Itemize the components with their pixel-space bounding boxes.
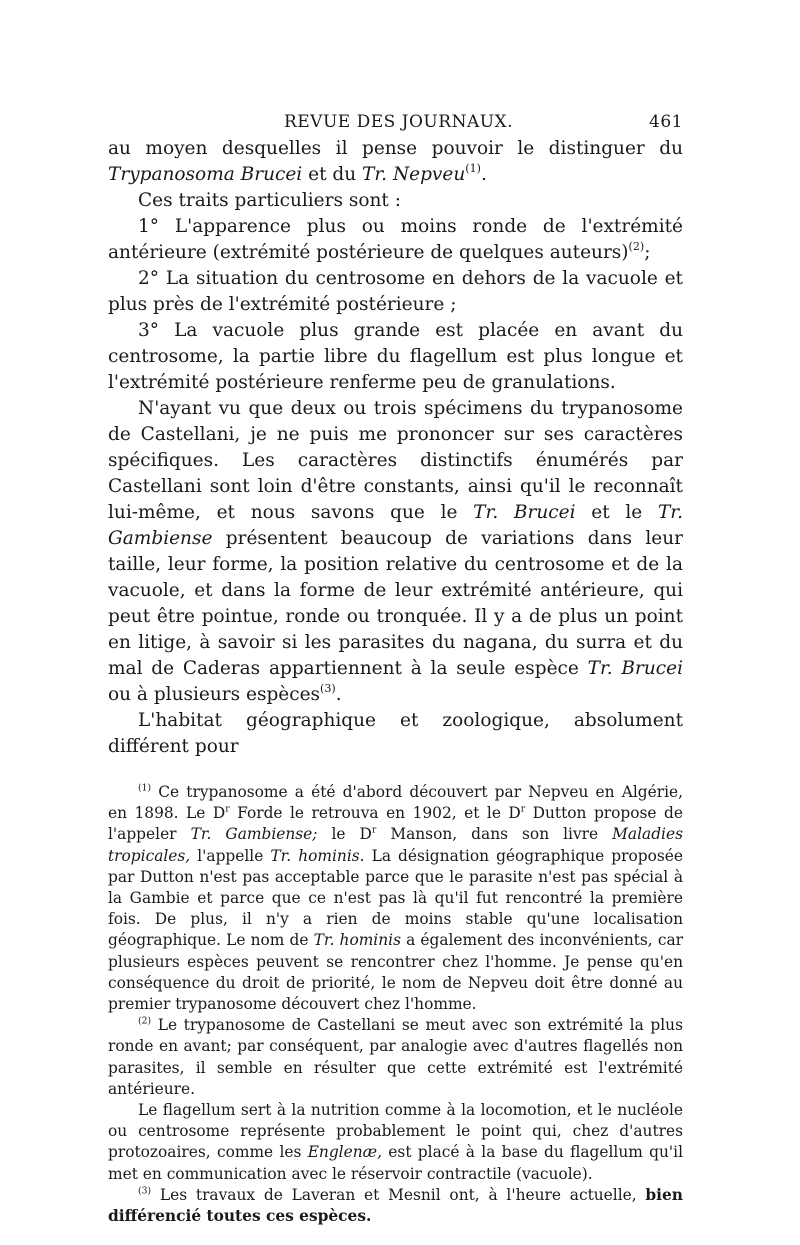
running-title: REVUE DES JOURNAUX. [283, 112, 514, 132]
paragraph-trait-2: 2° La situation du centrosome en dehors de la vacuole et plus près de l'extrémité postérieure ; [108, 268, 683, 315]
running-header [108, 112, 683, 132]
footnote-ref-3: (3) [320, 682, 336, 696]
footnote-mark-2: (2) [138, 1015, 152, 1027]
paragraph-trait-1: 1° L'apparence plus ou moins ronde de l'extrémité antérieure (extrémité postérieure de quelques auteurs)$^{(2)}$; [108, 216, 683, 263]
footnote-mark-1: (1) [138, 782, 152, 794]
footnote-2-continued: Le flagellum sert à la nutrition comme à la locomotion, et le nucléole ou centrosome représente probablement le point qui, chez d'autres protozoaires, comme les Englenæ, est placé à la base du flagellum qu'il met en communication avec le réservoir contractile (vacuole). [108, 1101, 683, 1183]
footnote-2: $^{(2)}$ Le trypanosome de Castellani se meut avec son extrémité la plus ronde en avant; par conséquent, par analogie avec d'autres flagellés non parasites, il semble en résulter que cette extrémité est l'extrémité antérieure. [108, 1015, 683, 1098]
paragraph-castellani: N'ayant vu que deux ou trois spécimens du trypanosome de Castellani, je ne puis me prononcer sur ses caractères spécifiques. Les caractères distinctifs énumérés par Castellani sont loin d'être constants, ainsi qu'il le reconnaît lui-même, et nous savons que le Tr. Brucei et le Tr. Gambiense présentent beaucoup de variations dans leur taille, leur forme, la position relative du centrosome et de la vacuole, et dans la forme de leur extrémité antérieure, qui peut être pointue, ronde ou tronquée. Il y a de plus un point en litige, à savoir si les parasites du nagana, du surra et du mal de Caderas appartiennent à la seule espèce Tr. Brucei ou à plusieurs espèces$^{(3)}$. [108, 398, 683, 705]
footnote-3: $^{(3)}$ Les travaux de Laveran et Mesnil ont, à l'heure actuelle, bien différencié toutes ces espèces. [108, 1185, 683, 1226]
footnote-ref-1: (1) [465, 162, 481, 176]
paragraph-traits-intro: Ces traits particuliers sont : [138, 190, 401, 211]
footnotes [108, 782, 683, 1227]
footnote-1: $^{(1)}$ Ce trypanosome a été d'abord découvert par Nepveu en Algérie, en 1898. Le $D^r$ Forde le retrouva en 1902, et le $D^r$ Dutton propose de l'appeler Tr. Gambiense; le $D^r$ Manson, dans son livre Maladies tropicales, l'appelle Tr. hominis. La désignation géographique proposée par Dutton n'est pas acceptable parce que le parasite n'est pas spécial à la Gambie et parce que ce n'est pas là qu'il fut rencontré la première fois. De plus, il n'y a rien de moins stable qu'une localisation géographique. Le nom de Tr. hominis a également des inconvénients, car plusieurs espèces peuvent se rencontrer chez l'homme. Je pense qu'en conséquence du droit de priorité, le nom de Nepveu doit être donné au premier trypanosome découvert chez l'homme. [108, 782, 683, 1014]
paragraph-trait-3: 3° La vacuole plus grande est placée en avant du centrosome, la partie libre du flagellum est plus longue et l'extrémité postérieure renferme peu de granulations. [108, 320, 683, 393]
paragraph-habitat: L'habitat géographique et zoologique, absolument différent pour [108, 710, 683, 757]
journal-page [108, 112, 683, 1227]
page-number: 461 [649, 112, 683, 132]
paragraph-continuation: au moyen desquelles il pense pouvoir le distinguer du Trypanosoma Brucei et du Tr. Nepveu$^{(1)}$. [108, 138, 683, 185]
main-text [108, 136, 683, 760]
footnote-mark-3: (3) [138, 1185, 152, 1197]
footnote-ref-2: (2) [628, 240, 645, 254]
